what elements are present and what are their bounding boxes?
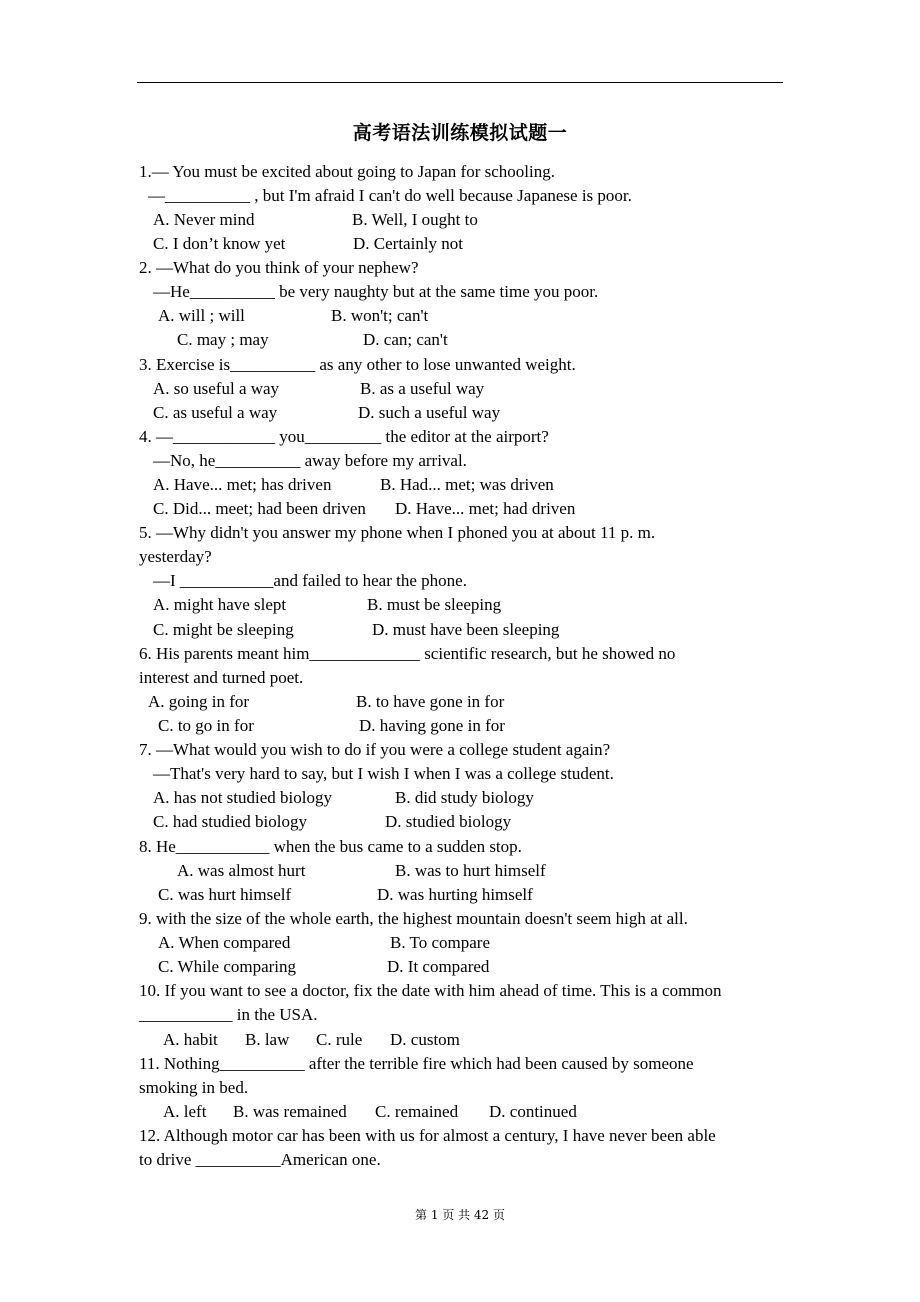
answer-option: A. habit [163,1030,218,1049]
answer-option: D. having gone in for [359,716,505,735]
answer-option: A. Never mind [153,210,255,229]
question-line: —He__________ be very naughty but at the same time you poor. [153,282,599,301]
question-line: ___________ in the USA. [139,1005,318,1024]
answer-option: B. To compare [390,933,490,952]
page-number-footer: 第 1 页 共 42 页 [415,1208,505,1222]
answer-option: A. might have slept [153,595,287,614]
answer-option: C. to go in for [158,716,254,735]
answer-option: B. did study biology [395,788,534,807]
question-line: 11. Nothing__________ after the terrible fire which had been caused by someone [139,1054,694,1073]
question-line: 7. —What would you wish to do if you were a college student again? [139,740,611,759]
question-line: 9. with the size of the whole earth, the highest mountain doesn't seem high at all. [139,909,688,928]
answer-option: A. When compared [158,933,291,952]
answer-option: C. had studied biology [153,812,307,831]
answer-option: C. While comparing [158,957,297,976]
answer-option: D. It compared [387,957,490,976]
question-line: —__________ , but I'm afraid I can't do well because Japanese is poor. [148,186,632,205]
question-line: 1.— You must be excited about going to Japan for schooling. [139,162,555,181]
answer-option: C. was hurt himself [158,885,292,904]
question-line: —I ___________and failed to hear the phone. [153,571,467,590]
answer-option: A. so useful a way [153,379,280,398]
question-line: 8. He___________ when the bus came to a sudden stop. [139,837,522,856]
answer-option: B. Had... met; was driven [380,475,554,494]
question-line: to drive __________American one. [139,1150,381,1169]
question-line: yesterday? [139,547,212,566]
question-line: smoking in bed. [139,1078,249,1097]
question-line: 3. Exercise is__________ as any other to lose unwanted weight. [139,355,576,374]
answer-option: D. Certainly not [353,234,464,253]
answer-option: B. law [245,1030,290,1049]
answer-option: B. as a useful way [360,379,485,398]
answer-option: C. may ; may [177,330,269,349]
answer-option: A. going in for [148,692,250,711]
question-line: —No, he__________ away before my arrival. [153,451,467,470]
question-line: —That's very hard to say, but I wish I when I was a college student. [153,764,614,783]
answer-option: B. won't; can't [331,306,429,325]
page-title: 高考语法训练模拟试题一 [352,122,568,144]
answer-option: B. Well, I ought to [352,210,478,229]
answer-option: D. such a useful way [358,403,501,422]
answer-option: D. custom [390,1030,460,1049]
question-line: interest and turned poet. [139,668,304,687]
answer-option: A. will ; will [158,306,245,325]
answer-option: C. rule [316,1030,363,1049]
answer-option: D. was hurting himself [377,885,533,904]
question-line: 2. —What do you think of your nephew? [139,258,419,277]
answer-option: C. might be sleeping [153,620,294,639]
answer-option: B. was to hurt himself [395,861,546,880]
question-line: 12. Although motor car has been with us for almost a century, I have never been able [139,1126,716,1145]
question-line: 4. —____________ you_________ the editor at the airport? [139,427,549,446]
answer-option: A. Have... met; has driven [153,475,332,494]
question-line: 5. —Why didn't you answer my phone when I phoned you at about 11 p. m. [139,523,656,542]
answer-option: A. was almost hurt [177,861,306,880]
answer-option: A. left [163,1102,207,1121]
answer-option: C. I don’t know yet [153,234,286,253]
header-rule [137,82,783,83]
answer-option: C. Did... meet; had been driven [153,499,366,518]
answer-option: D. can; can't [363,330,448,349]
question-line: 6. His parents meant him_____________ scientific research, but he showed no [139,644,676,663]
answer-option: B. to have gone in for [356,692,505,711]
answer-option: D. continued [489,1102,577,1121]
answer-option: C. remained [375,1102,459,1121]
answer-option: A. has not studied biology [153,788,332,807]
answer-option: B. was remained [233,1102,347,1121]
answer-option: B. must be sleeping [367,595,502,614]
answer-option: C. as useful a way [153,403,278,422]
answer-option: D. studied biology [385,812,512,831]
answer-option: D. must have been sleeping [372,620,560,639]
question-line: 10. If you want to see a doctor, fix the date with him ahead of time. This is a common [139,981,722,1000]
answer-option: D. Have... met; had driven [395,499,576,518]
